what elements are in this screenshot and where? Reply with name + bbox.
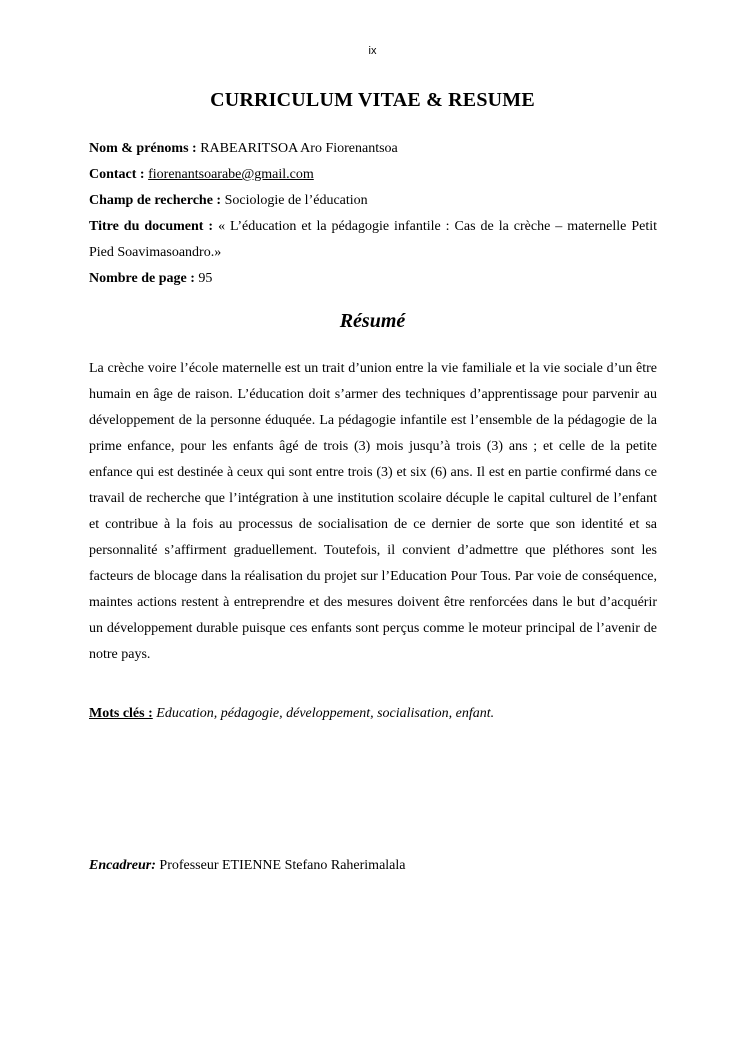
page-title: CURRICULUM VITAE & RESUME bbox=[210, 89, 535, 111]
doc-title-row bbox=[89, 214, 657, 266]
field-row bbox=[89, 188, 657, 214]
keywords-label: Mots clés : bbox=[89, 706, 153, 721]
pages-value: 95 bbox=[198, 271, 213, 286]
field-label: Champ de recherche : bbox=[89, 193, 222, 208]
keywords-value: Education, pédagogie, développement, socialisation, enfant. bbox=[156, 706, 495, 721]
keywords bbox=[89, 706, 657, 722]
name-value: RABEARITSOA Aro Fiorenantsoa bbox=[200, 141, 398, 156]
cv-info bbox=[89, 136, 657, 292]
contact-email-link[interactable]: fiorenantsoarabe@gmail.com bbox=[148, 167, 314, 182]
pages-label: Nombre de page : bbox=[89, 271, 195, 286]
supervisor-value: Professeur ETIENNE Stefano Raherimalala bbox=[159, 858, 406, 873]
field-value: Sociologie de l’éducation bbox=[224, 193, 368, 208]
resume-body: La crèche voire l’école maternelle est un trait d’union entre la vie familiale et la vie sociale d’un être humain en âge de raison. L’éducation doit s’armer des techniques d’apprentissage pour parvenir au développement de la personne éduquée. La pédagogie infantile est l’ensemble de la pédagogie de la prime enfance, pour les enfants âgé de trois (3) mois jusqu’à trois (3) ans ; et celle de la petite enfance qui est destinée à ceux qui sont entre trois (3) et six (6) ans. Il est en partie confirmé dans ce travail de recherche que l’intégration à une institution scolaire décuple le capital culturel de l’enfant et contribue à la fois au processus de socialisation de ce dernier de sorte que son identité et sa personnalité s’affirment graduellement. Toutefois, il convient d’admettre que pléthores sont les facteurs de blocage dans la réalisation du projet sur l’Education Pour Tous. Par voie de conséquence, maintes actions restent à entreprendre et des mesures doivent être renforcées dans le but d’acquérir un développement durable puisque ces enfants sont perçus comme le moteur principal de l’avenir de notre pays. bbox=[89, 361, 657, 662]
page-number: ix bbox=[368, 45, 377, 57]
name-row bbox=[89, 136, 657, 162]
pages-row bbox=[89, 266, 657, 292]
contact-label: Contact : bbox=[89, 167, 145, 182]
contact-row bbox=[89, 162, 657, 188]
doc-title-value: « L’éducation et la pédagogie infantile : Cas de la crèche – maternelle Petit Pied Soavimasoandro.» bbox=[89, 219, 657, 260]
name-label: Nom & prénoms : bbox=[89, 141, 197, 156]
supervisor-label: Encadreur: bbox=[89, 858, 156, 873]
supervisor bbox=[89, 858, 657, 874]
resume-heading: Résumé bbox=[339, 310, 406, 332]
doc-title-label: Titre du document : bbox=[89, 219, 214, 234]
